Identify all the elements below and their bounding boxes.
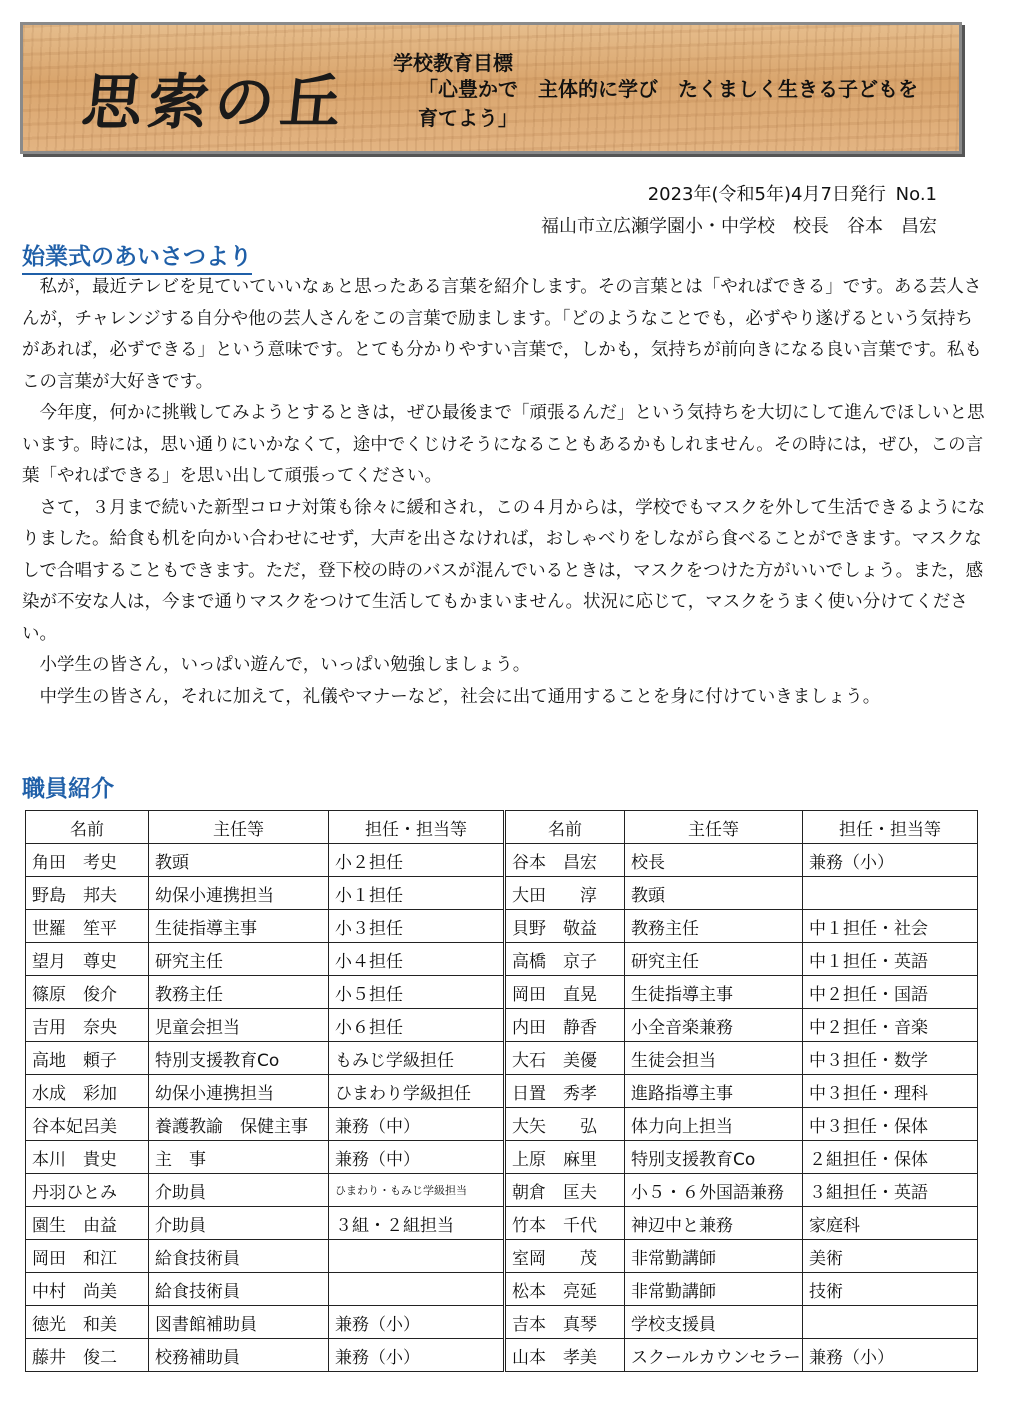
title-banner bbox=[20, 22, 978, 154]
staff-name: 竹本 千代 bbox=[505, 1207, 625, 1240]
staff-assignment: ３組担任・英語 bbox=[803, 1174, 978, 1207]
staff-name: 望月 尊史 bbox=[26, 943, 149, 976]
staff-role: 幼保小連携担当 bbox=[149, 877, 329, 910]
staff-name: 吉用 奈央 bbox=[26, 1009, 149, 1042]
staff-assignment: 兼務（小） bbox=[329, 1339, 505, 1372]
staff-role: 主 事 bbox=[149, 1141, 329, 1174]
staff-role: 図書館補助員 bbox=[149, 1306, 329, 1339]
staff-role: 児童会担当 bbox=[149, 1009, 329, 1042]
staff-name: 高橋 京子 bbox=[505, 943, 625, 976]
header-name: 名前 bbox=[26, 811, 149, 844]
school-goal-heading: 学校教育目標 bbox=[393, 51, 513, 75]
staff-role: 教務主任 bbox=[625, 910, 803, 943]
speech-paragraph: 今年度，何かに挑戦してみようとするときは，ぜひ最後まで「頑張るんだ」という気持ちを大切にして進んでほしいと思います。時には，思い通りにいかなくて，途中でくじけそうになることもあるかもしれません。その時には，ぜひ，この言葉「やればできる」を思い出して頑張ってください。 bbox=[22, 403, 985, 486]
author-info: 福山市立広瀬学園小・中学校 校長 谷本 昌宏 bbox=[541, 216, 937, 237]
speech-paragraph: 私が，最近テレビを見ていていいなぁと思ったある言葉を紹介します。その言葉とは「やればできる」です。ある芸人さんが，チャレンジする自分や他の芸人さんをこの言葉で励まします。「どのようなことでも，必ずやり遂げるという気持ちがあれば，必ずできる」という意味です。とても分かりやすい言葉で，しかも，気持ちが前向きになる良い言葉です。私もこの言葉が大好きです。 bbox=[22, 277, 982, 392]
staff-name: 本川 貴史 bbox=[26, 1141, 149, 1174]
school-goal-text: 「心豊かで 主体的に学び たくましく生きる子どもを 育てよう」 bbox=[418, 77, 978, 130]
staff-assignment: 中３担任・数学 bbox=[803, 1042, 978, 1075]
staff-assignment bbox=[329, 1240, 505, 1273]
staff-role: 生徒会担当 bbox=[625, 1042, 803, 1075]
staff-name: 室岡 茂 bbox=[505, 1240, 625, 1273]
table-row bbox=[26, 1240, 978, 1273]
staff-name: 篠原 俊介 bbox=[26, 976, 149, 1009]
header-role: 主任等 bbox=[149, 811, 329, 844]
staff-role: 教頭 bbox=[149, 844, 329, 877]
speech-section-title: 始業式のあいさつより bbox=[22, 238, 252, 275]
staff-role: 特別支援教育Co bbox=[149, 1042, 329, 1075]
staff-name: 角田 考史 bbox=[26, 844, 149, 877]
staff-assignment: ひまわり・もみじ学級担当 bbox=[329, 1174, 505, 1207]
table-row bbox=[26, 1207, 978, 1240]
issue-info bbox=[644, 180, 937, 206]
header-assignment: 担任・担当等 bbox=[329, 811, 505, 844]
staff-name: 高地 頼子 bbox=[26, 1042, 149, 1075]
staff-assignment: 中１担任・社会 bbox=[803, 910, 978, 943]
staff-assignment: 兼務（中） bbox=[329, 1108, 505, 1141]
table-row bbox=[26, 1339, 978, 1372]
staff-name: 上原 麻里 bbox=[505, 1141, 625, 1174]
staff-assignment: 兼務（小） bbox=[329, 1306, 505, 1339]
staff-role: 小５・６外国語兼務 bbox=[625, 1174, 803, 1207]
staff-name: 吉本 真琴 bbox=[505, 1306, 625, 1339]
staff-name: 内田 静香 bbox=[505, 1009, 625, 1042]
staff-assignment: 兼務（小） bbox=[803, 1339, 978, 1372]
staff-role: 養護教諭 保健主事 bbox=[149, 1108, 329, 1141]
table-row bbox=[26, 1042, 978, 1075]
staff-assignment: 中２担任・国語 bbox=[803, 976, 978, 1009]
speech-body bbox=[22, 272, 990, 713]
staff-role: 非常勤講師 bbox=[625, 1273, 803, 1306]
speech-paragraph: 小学生の皆さん，いっぱい遊んで，いっぱい勉強しましょう。 bbox=[39, 655, 531, 675]
staff-role: 生徒指導主事 bbox=[625, 976, 803, 1009]
table-row bbox=[26, 910, 978, 943]
staff-name: 中村 尚美 bbox=[26, 1273, 149, 1306]
staff-table bbox=[25, 810, 978, 1372]
staff-role: 研究主任 bbox=[625, 943, 803, 976]
staff-role: 校務補助員 bbox=[149, 1339, 329, 1372]
staff-table-header bbox=[26, 811, 978, 844]
table-row bbox=[26, 1141, 978, 1174]
staff-role: 小全音楽兼務 bbox=[625, 1009, 803, 1042]
staff-role: 研究主任 bbox=[149, 943, 329, 976]
staff-assignment: もみじ学級担任 bbox=[329, 1042, 505, 1075]
staff-name: 水成 彩加 bbox=[26, 1075, 149, 1108]
staff-assignment: 小２担任 bbox=[329, 844, 505, 877]
staff-assignment: 中３担任・理科 bbox=[803, 1075, 978, 1108]
header-role: 主任等 bbox=[625, 811, 803, 844]
staff-name: 谷本妃呂美 bbox=[26, 1108, 149, 1141]
table-row bbox=[26, 1108, 978, 1141]
staff-assignment: 中１担任・英語 bbox=[803, 943, 978, 976]
speech-paragraph: さて，３月まで続いた新型コロナ対策も徐々に緩和され，この４月からは，学校でもマスクを外して生活できるようになりました。給食も机を向かい合わせにせず，大声を出さなければ，おしゃべりをしながら食べることができます。マスクなしで合唱することもできます。ただ，登下校の時のバスが混んでいるときは，マスクをつけた方がいいでしょう。また，感染が不安な人は，今まで通りマスクをつけて生活してもかまいません。状況に応じて，マスクをうまく使い分けてください。 bbox=[22, 497, 986, 644]
staff-name: 朝倉 匡夫 bbox=[505, 1174, 625, 1207]
staff-assignment: ３組・２組担当 bbox=[329, 1207, 505, 1240]
staff-name: 大田 淳 bbox=[505, 877, 625, 910]
staff-role: スクールカウンセラー bbox=[625, 1339, 803, 1372]
staff-name: 世羅 笙平 bbox=[26, 910, 149, 943]
table-row bbox=[26, 877, 978, 910]
staff-name: 貝野 敬益 bbox=[505, 910, 625, 943]
table-row bbox=[26, 1273, 978, 1306]
staff-name: 松本 亮延 bbox=[505, 1273, 625, 1306]
table-row bbox=[26, 844, 978, 877]
staff-assignment bbox=[329, 1273, 505, 1306]
staff-role: 学校支援員 bbox=[625, 1306, 803, 1339]
staff-section-title: 職員紹介 bbox=[22, 776, 114, 802]
table-row bbox=[26, 943, 978, 976]
staff-role: 幼保小連携担当 bbox=[149, 1075, 329, 1108]
staff-role: 介助員 bbox=[149, 1207, 329, 1240]
staff-assignment bbox=[803, 1306, 978, 1339]
staff-assignment: 小４担任 bbox=[329, 943, 505, 976]
header-assignment: 担任・担当等 bbox=[803, 811, 978, 844]
staff-name: 大矢 弘 bbox=[505, 1108, 625, 1141]
staff-role: 生徒指導主事 bbox=[149, 910, 329, 943]
table-row bbox=[26, 976, 978, 1009]
staff-assignment: 小３担任 bbox=[329, 910, 505, 943]
staff-name: 大石 美優 bbox=[505, 1042, 625, 1075]
staff-role: 進路指導主事 bbox=[625, 1075, 803, 1108]
staff-assignment: 小１担任 bbox=[329, 877, 505, 910]
staff-role: 非常勤講師 bbox=[625, 1240, 803, 1273]
staff-assignment: 小６担任 bbox=[329, 1009, 505, 1042]
staff-role: 教頭 bbox=[625, 877, 803, 910]
staff-name: 野島 邦夫 bbox=[26, 877, 149, 910]
newsletter-title: 思索の丘 bbox=[78, 68, 351, 138]
table-row bbox=[26, 1174, 978, 1207]
staff-assignment bbox=[803, 877, 978, 910]
staff-role: 給食技術員 bbox=[149, 1240, 329, 1273]
staff-assignment: 家庭科 bbox=[803, 1207, 978, 1240]
staff-assignment: ２組担任・保体 bbox=[803, 1141, 978, 1174]
table-row bbox=[26, 1075, 978, 1108]
staff-assignment: 技術 bbox=[803, 1273, 978, 1306]
staff-role: 給食技術員 bbox=[149, 1273, 329, 1306]
issue-number: No.1 bbox=[895, 184, 937, 205]
staff-role: 教務主任 bbox=[149, 976, 329, 1009]
table-row bbox=[26, 1306, 978, 1339]
staff-name: 藤井 俊二 bbox=[26, 1339, 149, 1372]
staff-name: 丹羽ひとみ bbox=[26, 1174, 149, 1207]
staff-assignment: 美術 bbox=[803, 1240, 978, 1273]
staff-name: 園生 由益 bbox=[26, 1207, 149, 1240]
staff-assignment: 兼務（小） bbox=[803, 844, 978, 877]
staff-name: 日置 秀孝 bbox=[505, 1075, 625, 1108]
staff-assignment: 中３担任・保体 bbox=[803, 1108, 978, 1141]
staff-role: 特別支援教育Co bbox=[625, 1141, 803, 1174]
table-row bbox=[26, 1009, 978, 1042]
staff-role: 校長 bbox=[625, 844, 803, 877]
staff-assignment: 小５担任 bbox=[329, 976, 505, 1009]
staff-assignment: 中２担任・音楽 bbox=[803, 1009, 978, 1042]
header-name: 名前 bbox=[505, 811, 625, 844]
staff-name: 徳光 和美 bbox=[26, 1306, 149, 1339]
issue-date: 2023年(令和5年)4月7日発行 bbox=[647, 184, 886, 205]
staff-assignment: 兼務（中） bbox=[329, 1141, 505, 1174]
staff-name: 山本 孝美 bbox=[505, 1339, 625, 1372]
speech-paragraph: 中学生の皆さん，それに加えて，礼儀やマナーなど，社会に出て通用することを身に付けていきましょう。 bbox=[39, 686, 881, 707]
staff-role: 体力向上担当 bbox=[625, 1108, 803, 1141]
staff-assignment: ひまわり学級担任 bbox=[329, 1075, 505, 1108]
staff-name: 谷本 昌宏 bbox=[505, 844, 625, 877]
staff-name: 岡田 和江 bbox=[26, 1240, 149, 1273]
staff-role: 介助員 bbox=[149, 1174, 329, 1207]
staff-role: 神辺中と兼務 bbox=[625, 1207, 803, 1240]
staff-name: 岡田 直晃 bbox=[505, 976, 625, 1009]
